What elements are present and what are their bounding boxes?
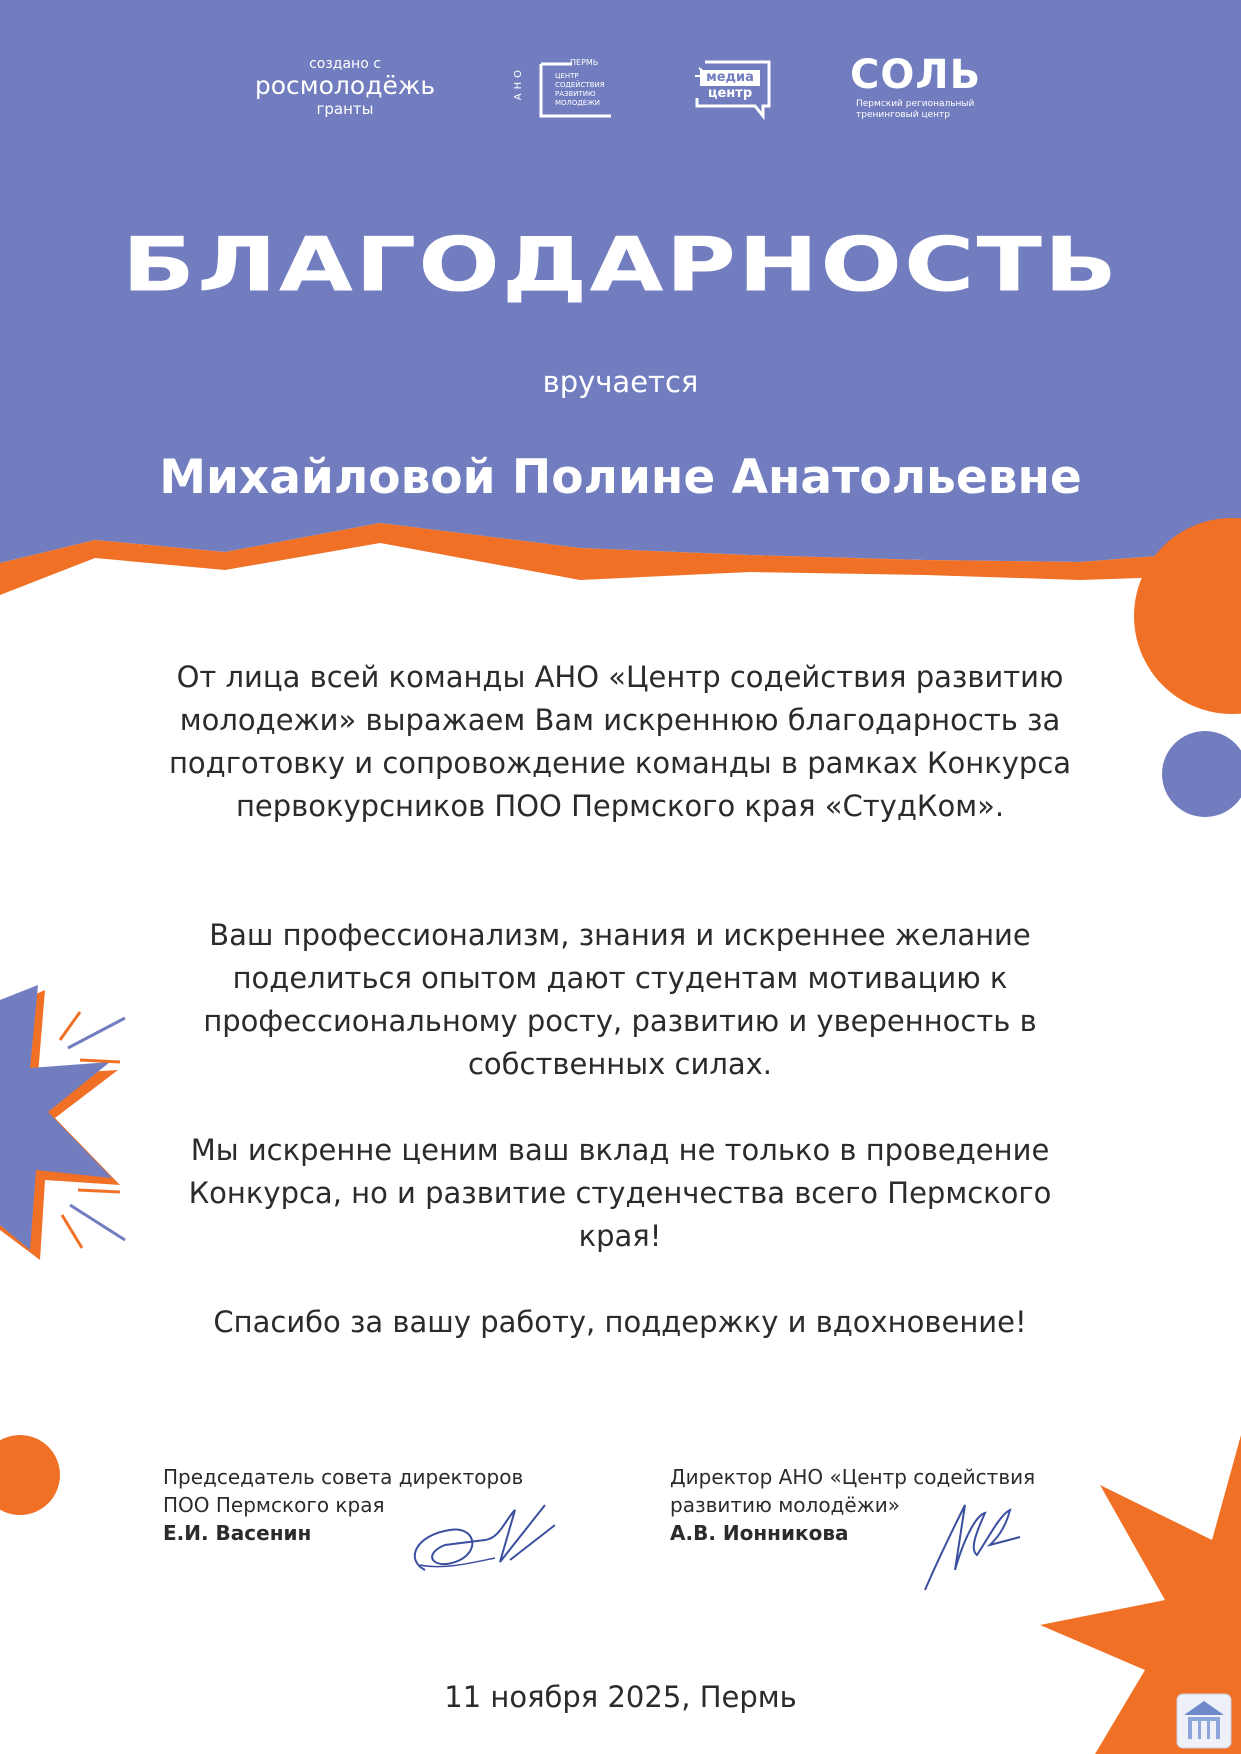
signature-role-line: Директор АНО «Центр содействия	[670, 1465, 1036, 1489]
signature-block-right	[670, 1463, 1090, 1547]
logo-ano-line: ЦЕНТР	[555, 72, 579, 80]
logo-rosmolodezh-bottom: гранты	[316, 100, 374, 118]
logo-ano-line: РАЗВИТИЮ	[555, 90, 596, 98]
left-star-rays	[60, 1012, 125, 1248]
signature-role-line: Председатель совета директоров	[163, 1465, 524, 1489]
certificate-title: БЛАГОДАРНОСТЬ	[121, 221, 1120, 309]
orange-circle-small	[0, 1435, 60, 1515]
signature-name-text: Е.И. Васенин	[163, 1521, 312, 1545]
logo-rosmolodezh-main: росмолодёжь	[254, 71, 436, 100]
signature-name	[670, 1519, 1090, 1547]
logo-ano-line: СОДЕЙСТВИЯ	[555, 81, 605, 89]
logo-ano-side: АНО	[513, 66, 524, 101]
logo-media-line2: центр	[707, 86, 753, 101]
recipient-name: Михайловой Полине Анатольевне	[159, 450, 1082, 505]
body-paragraph-4: Спасибо за вашу работу, поддержку и вдохновение!	[213, 1305, 1027, 1339]
body-paragraph-3: Мы искренне ценим ваш вклад не только в проведение Конкурса, но и развитие студенчества всего Пермского края!	[188, 1133, 1052, 1253]
body-paragraph-1: От лица всей команды АНО «Центр содействия развитию молодежи» выражаем Вам искреннюю благодарность за подготовку и сопровождение команды в рамках Конкурса первокурсников ПОО Пермского края «СтудКом».	[168, 660, 1072, 823]
certificate-subtitle: вручается	[542, 365, 699, 399]
signature-role-line: ПОО Пермского края	[163, 1493, 385, 1517]
logo-ano-lines	[555, 72, 605, 108]
signature-right-scribble	[915, 1495, 1025, 1595]
logo-media-line1: медиа	[706, 70, 754, 85]
purple-circle	[1162, 731, 1241, 817]
watermark-logo-icon	[1176, 1693, 1232, 1749]
logo-sol-sub1: Пермский региональный	[856, 99, 975, 109]
logo-rosmolodezh-top: создано с	[309, 56, 381, 72]
left-star	[0, 985, 112, 1250]
footer-date-place: 11 ноября 2025, Пермь	[444, 1680, 797, 1714]
signature-left-scribble	[405, 1500, 555, 1580]
signature-role-line: развитию молодёжи»	[670, 1493, 900, 1517]
logo-sol-sub2: тренинговый центр	[856, 110, 950, 120]
logo-sol-main: СОЛЬ	[850, 52, 982, 98]
logo-ano-city: ПЕРМЬ	[570, 58, 599, 67]
signature-name-text: А.В. Ионникова	[670, 1521, 849, 1545]
body-paragraph-2: Ваш профессионализм, знания и искреннее желание поделиться опытом дают студентам мотивацию к профессиональному росту, развитию и уверенность в собственных силах.	[203, 918, 1037, 1081]
logo-ano-line: МОЛОДЕЖИ	[555, 99, 600, 107]
